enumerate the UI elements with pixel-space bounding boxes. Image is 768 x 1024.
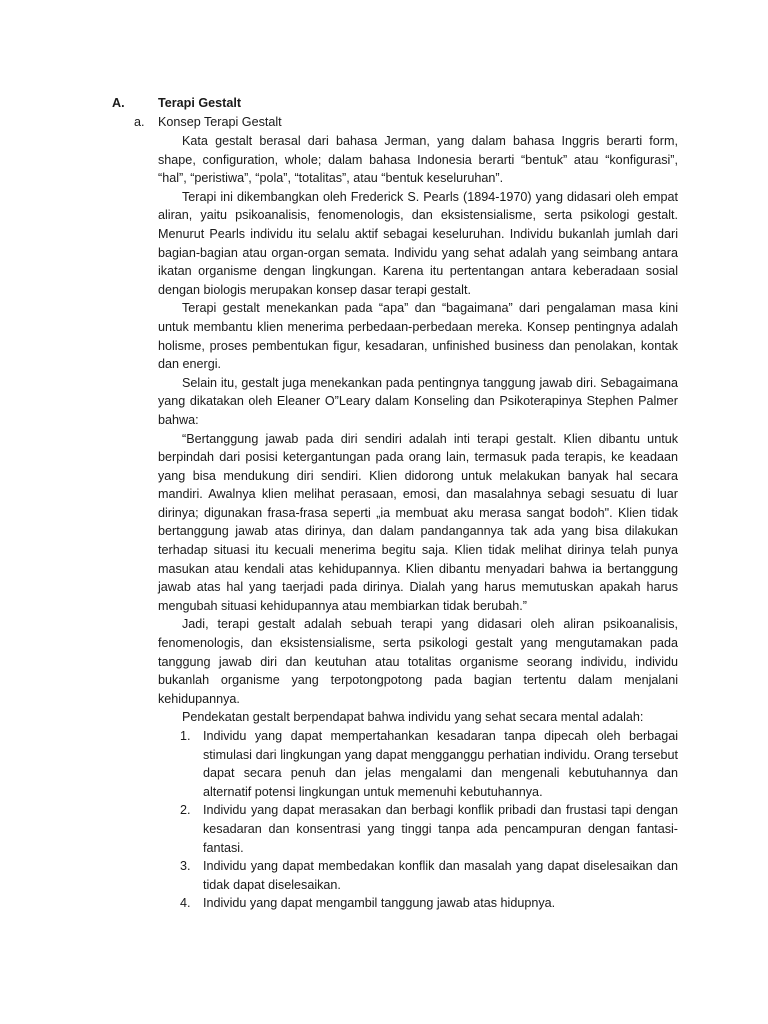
list-text: Individu yang dapat merasakan dan berbagi konflik pribadi dan frustasi tapi dengan kesadaran dan konsentrasi yang tinggi tanpa ada pencampuran dengan fantasi-fantasi. xyxy=(203,803,678,855)
paragraph-list-intro: Pendekatan gestalt berpendapat bahwa individu yang sehat secara mental adalah: xyxy=(182,710,644,725)
list-number: 4. xyxy=(180,896,191,911)
section-marker: A. xyxy=(112,96,125,110)
paragraph-origin: Terapi ini dikembangkan oleh Frederick S. Pearls (1894-1970) yang didasari oleh empat aliran, yaitu psikoanalisis, fenomenologis, dan eksistensialisme, serta psikologi gestalt. Menurut Pearls individu itu selalu aktif sebagai keseluruhan. Individu bukanlah jumlah dari bagian-bagian atau organ-organ semata. Individu yang sehat adalah yang seimbang antara ikatan organisme dengan lingkungan. Karena itu pertentangan antara keberadaan sosial dengan biologis merupakan konsep dasar terapi gestalt. xyxy=(158,189,678,297)
paragraph-conclusion: Jadi, terapi gestalt adalah sebuah terapi yang didasari oleh aliran psikoanalisis, fenomenologis, dan eksistensialisme, serta psikologi gestalt yang mengutamakan pada tanggung jawab diri dan keutuhan atau totalitas organisme seorang individu, individu bukanlah organisme yang terpotongpotong pada bagian tertentu dalam menjalani kehidupannya. xyxy=(158,617,678,706)
document-body xyxy=(112,94,678,913)
list-item xyxy=(158,894,678,913)
list-item xyxy=(158,857,678,894)
list-item xyxy=(158,727,678,801)
list-number: 2. xyxy=(180,803,191,818)
list-text: Individu yang dapat mengambil tanggung jawab atas hidupnya. xyxy=(203,896,556,911)
list-item xyxy=(158,801,678,857)
subsection-heading xyxy=(134,113,678,132)
list-text: Individu yang dapat membedakan konflik dan masalah yang dapat diselesaikan dan tidak dapat diselesaikan. xyxy=(203,859,678,892)
paragraph-responsibility: Selain itu, gestalt juga menekankan pada pentingnya tanggung jawab diri. Sebagaimana yang dikatakan oleh Eleaner O”Leary dalam Konseling dan Psikoterapinya Stephen Palmer bahwa: xyxy=(158,375,678,427)
paragraph-emphasis: Terapi gestalt menekankan pada “apa” dan “bagaimana” dari pengalaman masa kini untuk membantu klien menerima perbedaan-perbedaan mereka. Konsep pentingnya adalah holisme, proses pembentukan figur, kesadaran, unfinished business dan penolakan, kontak dan energi. xyxy=(158,301,678,372)
paragraph-definition: Kata gestalt berasal dari bahasa Jerman, yang dalam bahasa Inggris berarti form, shape, configuration, whole; dalam bahasa Indonesia berarti “bentuk” atau “konfigurasi”, “hal”, “peristiwa”, “pola”, “totalitas”, atau “bentuk keseluruhan”. xyxy=(158,134,678,186)
list-number: 3. xyxy=(180,859,191,874)
list-number: 1. xyxy=(180,729,191,743)
section-heading xyxy=(112,94,678,113)
healthy-individual-list xyxy=(158,727,678,913)
list-text: Individu yang dapat mempertahankan kesadaran tanpa dipecah oleh berbagai stimulasi dari lingkungan yang dapat mengganggu perhatian individu. Orang tersebut dapat secara penuh dan jelas mengalami dan mengenali kebutuhannya dan alternatif potensi lingkungan untuk memenuhi kebutuhannya. xyxy=(203,729,678,799)
subsection-marker: a. xyxy=(134,115,145,129)
section-title: Terapi Gestalt xyxy=(158,96,242,110)
quote-paragraph: “Bertanggung jawab pada diri sendiri adalah inti terapi gestalt. Klien dibantu untuk berpindah dari posisi ketergantungan pada orang lain, termasuk pada terapis, ke keadaan yang bisa mendukung diri sendiri. Klien didorong untuk melakukan banyak hal secara mandiri. Awalnya klien melihat perasaan, emosi, dan masalahnya sebagi sesuatu di luar dirinya; digunakan frasa-frasa seperti „ia membuat aku merasa sangat bodoh". Klien tidak bertanggung jawab atas dirinya, dan dalam pandangannya tak ada yang bisa dilakukan terhadap situasi itu kecuali menerima begitu saja. Klien tidak melihat dirinya telah punya masukan atau kendali atas kehidupannya. Klien dibantu menyadari bahwa ia bertanggung jawab atas hal yang taerjadi pada dirinya. Dialah yang harus memutuskan apakah harus mengubah situasi kehidupannya atau membiarkan tidak berubah.” xyxy=(158,431,678,613)
subsection-title: Konsep Terapi Gestalt xyxy=(158,115,282,129)
